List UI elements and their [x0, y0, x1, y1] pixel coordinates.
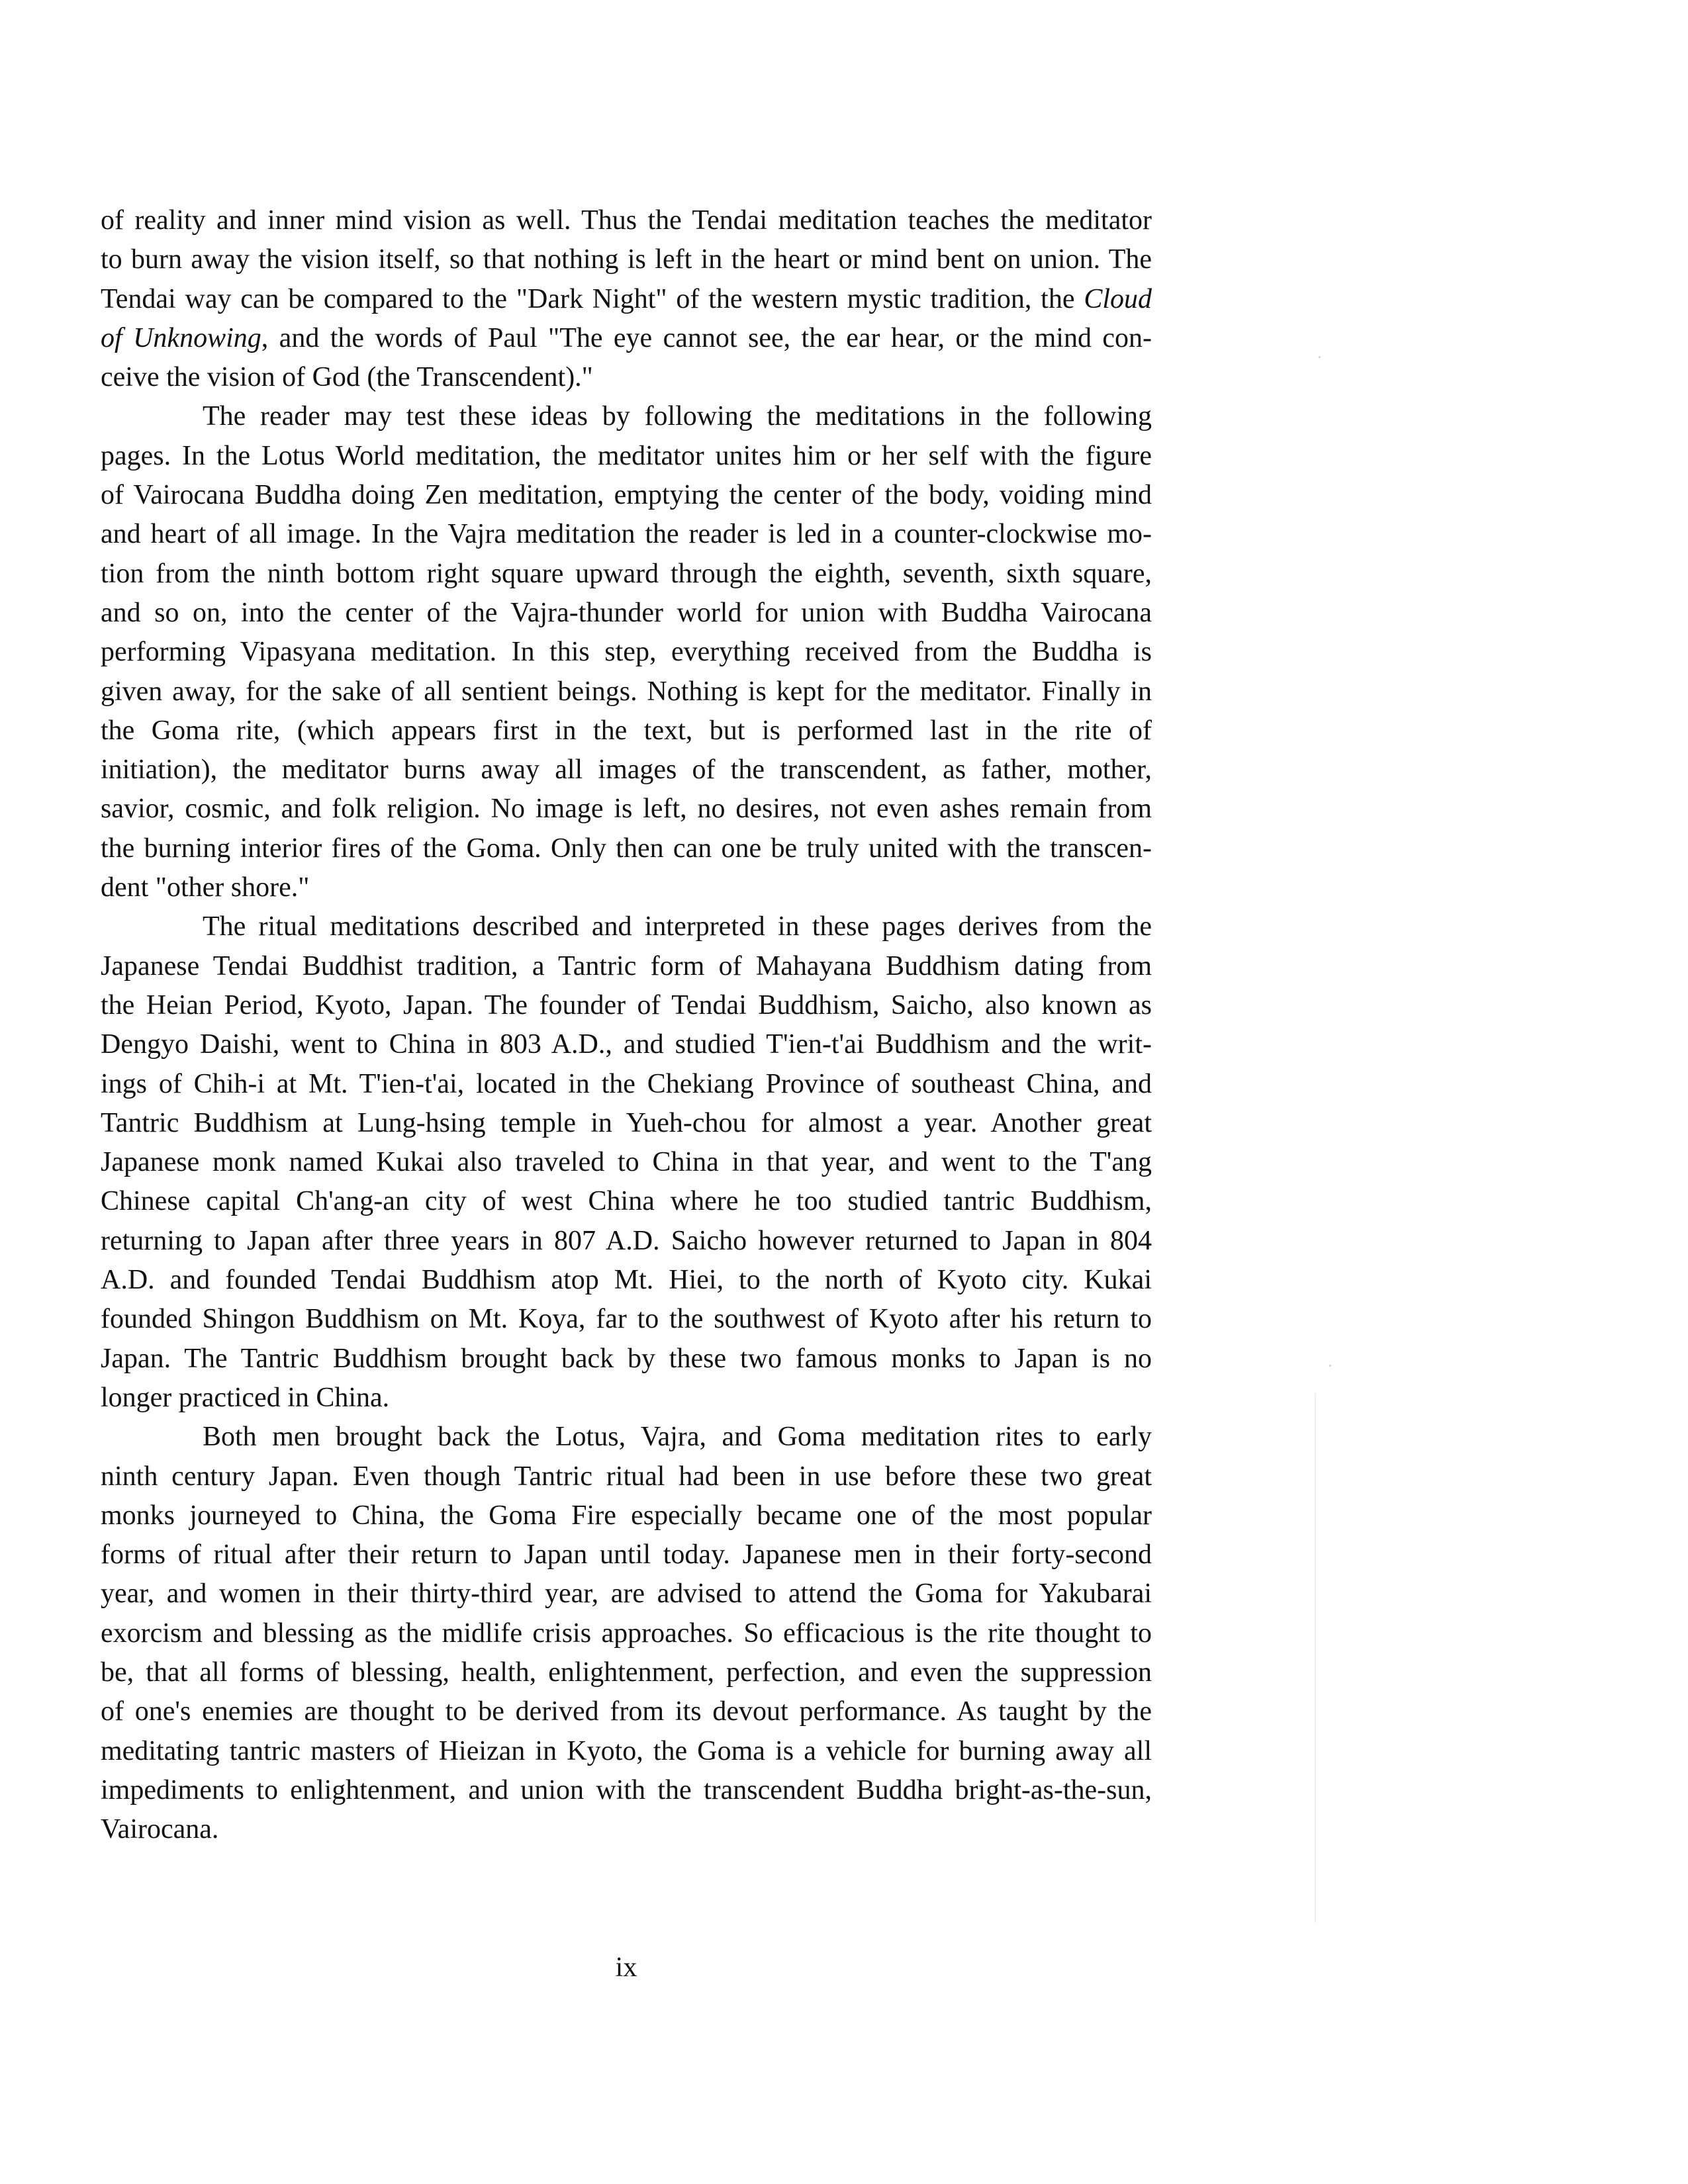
text-line: Japan. The Tantric Buddhism brought back by these two famous monks to Japan is no — [101, 1343, 1152, 1374]
scan-speck — [1319, 356, 1321, 358]
text-line: ninth century Japan. Even though Tantric ritual had been in use before these two great — [101, 1461, 1152, 1492]
text-segment: , and the words of Paul "The eye cannot see, the ear hear, or the mind con- — [261, 322, 1152, 353]
text-line: exorcism and blessing as the midlife crisis approaches. So efficacious is the rite thought to — [101, 1617, 1152, 1649]
text-line: tion from the ninth bottom right square upward through the eighth, seventh, sixth square, — [101, 558, 1152, 589]
text-line-last: longer practiced in China. — [101, 1382, 390, 1413]
text-line: initiation), the meditator burns away all images of the transcendent, as father, mother, — [101, 754, 1152, 786]
text-line: A.D. and founded Tendai Buddhism atop Mt. Hiei, to the north of Kyoto city. Kukai — [101, 1265, 1152, 1296]
text-line: monks journeyed to China, the Goma Fire especially became one of the most popular — [101, 1500, 1152, 1531]
text-line: and heart of all image. In the Vajra meditation the reader is led in a counter-clockwise mo- — [101, 519, 1152, 550]
text-line: Chinese capital Ch'ang-an city of west China where he too studied tantric Buddhism, — [101, 1186, 1152, 1217]
text-line: year, and women in their thirty-third year, are advised to attend the Goma for Yakubarai — [101, 1578, 1152, 1610]
paragraph-first-line: Both men brought back the Lotus, Vajra, and Goma meditation rites to early — [203, 1422, 1152, 1453]
paragraph-first-line: The reader may test these ideas by following the meditations in the following — [203, 401, 1152, 432]
text-line: and so on, into the center of the Vajra-thunder world for union with Buddha Vairocana — [101, 597, 1152, 628]
text-line: Japanese Tendai Buddhist tradition, a Tantric form of Mahayana Buddhism dating from — [101, 950, 1152, 981]
text-line-last: ceive the vision of God (the Transcendent)." — [101, 362, 593, 393]
text-line — [101, 319, 1152, 358]
paragraph-first-line: The ritual meditations described and interpreted in these pages derives from the — [203, 911, 1152, 942]
text-line: meditating tantric masters of Hieizan in Kyoto, the Goma is a vehicle for burning away all — [101, 1735, 1152, 1766]
italic-title-word: Cloud — [1084, 283, 1152, 314]
text-line — [101, 280, 1152, 319]
text-line: Tantric Buddhism at Lung-hsing temple in Yueh-chou for almost a year. Another great — [101, 1107, 1152, 1138]
text-line: the burning interior fires of the Goma. Only then can one be truly united with the transcen- — [101, 833, 1152, 864]
text-line: Japanese monk named Kukai also traveled to China in that year, and went to the T'ang — [101, 1147, 1152, 1178]
text-line: returning to Japan after three years in 807 A.D. Saicho however returned to Japan in 804 — [101, 1225, 1152, 1256]
scan-speck — [1329, 1365, 1331, 1367]
text-line: of reality and inner mind vision as well. Thus the Tendai meditation teaches the meditator — [101, 205, 1152, 236]
text-line: the Goma rite, (which appears first in the text, but is performed last in the rite of — [101, 715, 1152, 746]
text-line: performing Vipasyana meditation. In this step, everything received from the Buddha is — [101, 637, 1152, 668]
text-line: impediments to enlightenment, and union with the transcendent Buddha bright-as-the-sun, — [101, 1774, 1152, 1805]
text-line: of Vairocana Buddha doing Zen meditation, emptying the center of the body, voiding mind — [101, 480, 1152, 511]
text-line: ings of Chih-i at Mt. T'ien-t'ai, located in the Chekiang Province of southeast China, and — [101, 1068, 1152, 1099]
text-line: pages. In the Lotus World meditation, the meditator unites him or her self with the figure — [101, 440, 1152, 471]
text-line: to burn away the vision itself, so that nothing is left in the heart or mind bent on union. The — [101, 244, 1152, 275]
text-line: Dengyo Daishi, went to China in 803 A.D., and studied T'ien-t'ai Buddhism and the writ- — [101, 1029, 1152, 1060]
text-line: savior, cosmic, and folk religion. No image is left, no desires, not even ashes remain from — [101, 794, 1152, 825]
text-line: the Heian Period, Kyoto, Japan. The founder of Tendai Buddhism, Saicho, also known as — [101, 989, 1152, 1021]
text-line: given away, for the sake of all sentient beings. Nothing is kept for the meditator. Finally in — [101, 676, 1152, 707]
text-line: founded Shingon Buddhism on Mt. Koya, far to the southwest of Kyoto after his return to — [101, 1304, 1152, 1335]
text-line-last: dent "other shore." — [101, 872, 310, 903]
text-line: forms of ritual after their return to Japan until today. Japanese men in their forty-second — [101, 1539, 1152, 1570]
text-line: be, that all forms of blessing, health, enlightenment, perfection, and even the suppression — [101, 1657, 1152, 1688]
text-line-last: Vairocana. — [101, 1814, 219, 1845]
body-text — [101, 201, 1152, 1849]
italic-title-segment: of Unknowing — [101, 322, 261, 353]
text-segment: Tendai way can be compared to the "Dark Night" of the western mystic tradition, the — [101, 283, 1084, 314]
scan-edge-line — [1315, 1393, 1316, 1923]
page-number: ix — [615, 1952, 637, 1983]
text-line: of one's enemies are thought to be derived from its devout performance. As taught by the — [101, 1696, 1152, 1727]
